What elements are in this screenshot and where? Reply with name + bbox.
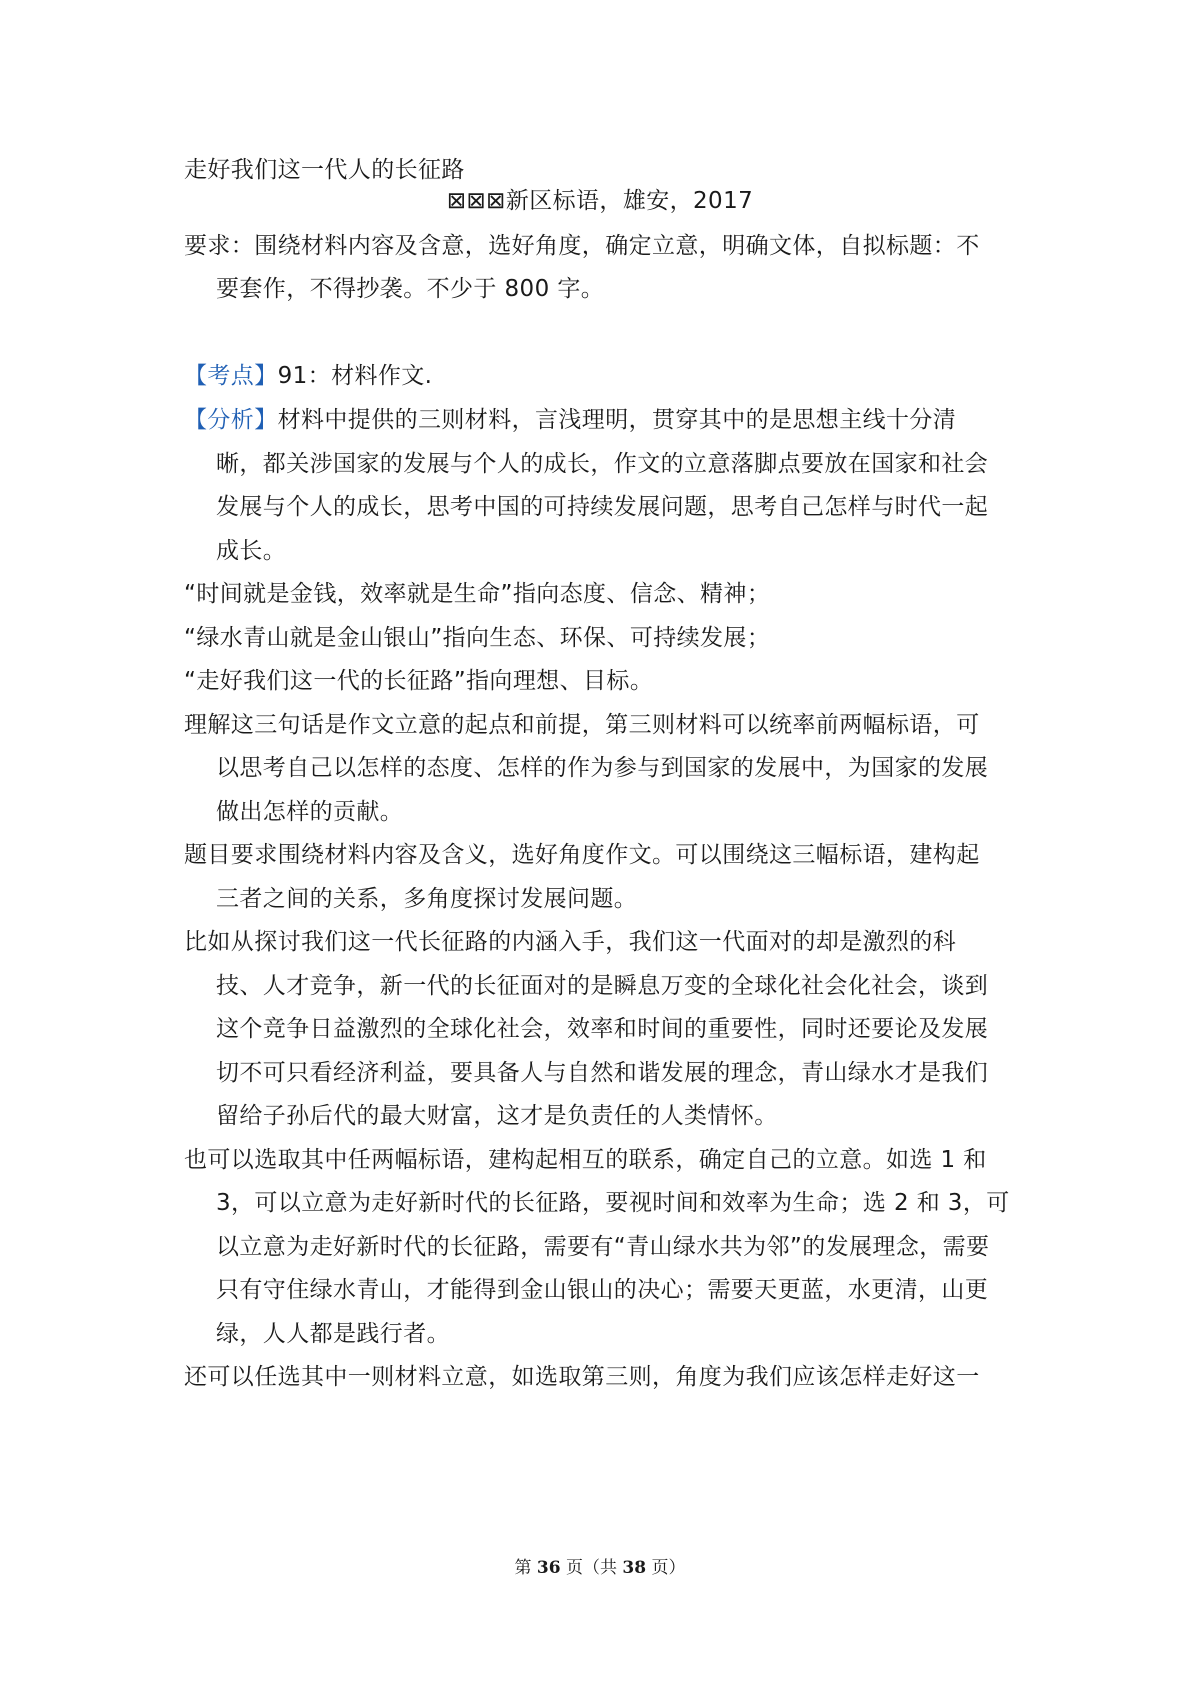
requirement-line-1: 要求：围绕材料内容及含意，选好角度，确定立意，明确文体，自拟标题：不 [184,233,980,259]
paragraph-4-line-2: 3，可以立意为走好新时代的长征路，要视时间和效率为生命；选 2 和 3，可 [216,1190,1010,1216]
kaodian-tag: 【考点】 [184,363,278,389]
kaodian-line [184,360,1034,392]
fenxi-line-4: 成长。 [216,538,287,564]
slogan-line-1: “时间就是金钱，效率就是生命”指向态度、信念、精神； [184,581,771,607]
paragraph-3-line-3: 这个竞争日益激烈的全球化社会，效率和时间的重要性，同时还要论及发展 [216,1016,989,1042]
material-title: 走好我们这一代人的长征路 [184,157,465,183]
material-source: ⊠⊠⊠新区标语，雄安，2017 [446,188,754,214]
paragraph-1-line-2: 以思考自己以怎样的态度、怎样的作为参与到国家的发展中，为国家的发展 [216,755,989,781]
paragraph-3-line-1: 比如从探讨我们这一代长征路的内涵入手，我们这一代面对的却是激烈的科 [184,929,957,955]
paragraph-3-line-5: 留给子孙后代的最大财富，这才是负责任的人类情怀。 [216,1103,778,1129]
paragraph-4-line-3: 以立意为走好新时代的长征路，需要有“青山绿水共为邻”的发展理念，需要 [216,1234,990,1260]
slogan-line-3: “走好我们这一代的长征路”指向理想、目标。 [184,668,654,694]
fenxi-line-2: 晰，都关涉国家的发展与个人的成长，作文的立意落脚点要放在国家和社会 [216,451,989,477]
page-footer [0,1556,1200,1580]
paragraph-4-line-4: 只有守住绿水青山，才能得到金山银山的决心；需要天更蓝，水更清，山更 [216,1277,989,1303]
fenxi-text: 材料中提供的三则材料，言浅理明，贯穿其中的是思想主线十分清 [277,407,957,433]
fenxi-line-1 [184,404,1034,436]
slogan-line-2: “绿水青山就是金山银山”指向生态、环保、可持续发展； [184,625,771,651]
footer-suffix: 页） [651,1558,686,1578]
paragraph-2-line-1: 题目要求围绕材料内容及含义，选好角度作文。可以围绕这三幅标语，建构起 [184,842,980,868]
paragraph-1-line-1: 理解这三句话是作文立意的起点和前提，第三则材料可以统率前两幅标语，可 [184,712,980,738]
fenxi-tag: 【分析】 [184,407,278,433]
paragraph-3-line-2: 技、人才竞争，新一代的长征面对的是瞬息万变的全球化社会化社会，谈到 [216,973,989,999]
paragraph-2-line-2: 三者之间的关系，多角度探讨发展问题。 [216,886,638,912]
paragraph-4-line-5: 绿，人人都是践行者。 [216,1321,450,1347]
paragraph-5-line-1: 还可以任选其中一则材料立意，如选取第三则，角度为我们应该怎样走好这一 [184,1364,980,1390]
paragraph-4-line-1: 也可以选取其中任两幅标语，建构起相互的联系，确定自己的立意。如选 1 和 [184,1147,987,1173]
footer-middle: 页（共 [566,1558,617,1578]
footer-total-pages: 38 [622,1558,647,1578]
requirement-line-2: 要套作，不得抄袭。不少于 800 字。 [216,276,605,302]
fenxi-line-3: 发展与个人的成长，思考中国的可持续发展问题，思考自己怎样与时代一起 [216,494,989,520]
kaodian-text: 91：材料作文. [277,363,433,389]
footer-prefix: 第 [514,1558,532,1578]
footer-page-number: 36 [536,1558,561,1578]
paragraph-1-line-3: 做出怎样的贡献。 [216,799,404,825]
paragraph-3-line-4: 切不可只看经济利益，要具备人与自然和谐发展的理念，青山绿水才是我们 [216,1060,989,1086]
